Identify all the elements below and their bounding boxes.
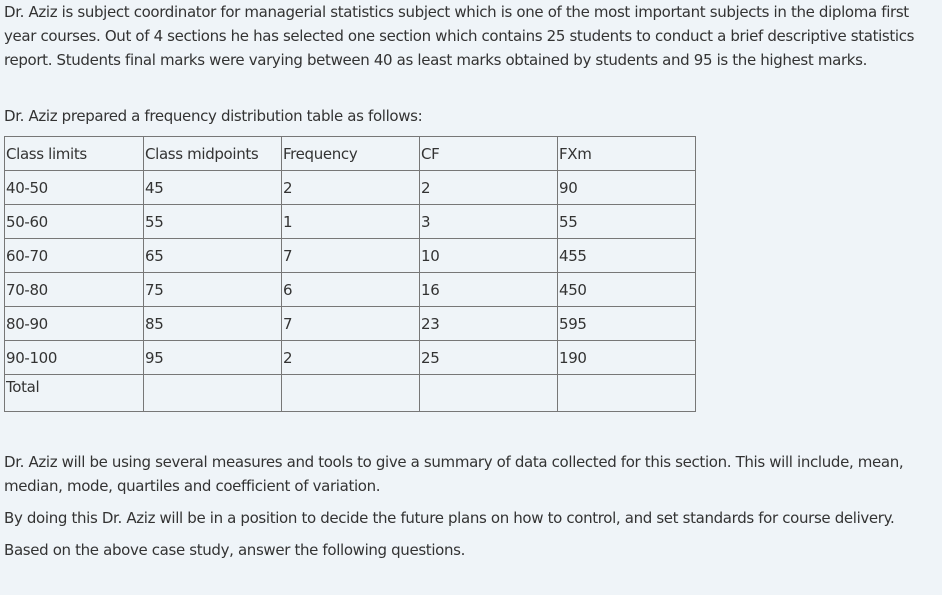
cell-fxm: 190	[558, 341, 696, 375]
cell-frequency: 2	[282, 341, 420, 375]
cell-cf: 2	[420, 171, 558, 205]
cell-class-midpoint: 75	[144, 273, 282, 307]
cell-class-midpoint: 95	[144, 341, 282, 375]
table-row	[5, 171, 696, 205]
cell-fxm: 90	[558, 171, 696, 205]
cell-fxm: 55	[558, 205, 696, 239]
cell-fxm: 455	[558, 239, 696, 273]
table-row	[5, 205, 696, 239]
measures-paragraph: Dr. Aziz will be using several measures and tools to give a summary of data collected for this section. This will include, mean, median, mode, quartiles and coefficient of variation.	[4, 453, 904, 495]
table-row	[5, 307, 696, 341]
cell-frequency: 7	[282, 307, 420, 341]
instruction-paragraph: Based on the above case study, answer the following questions.	[4, 541, 466, 559]
cell-frequency: 1	[282, 205, 420, 239]
cell-total-empty	[282, 375, 420, 412]
cell-frequency: 7	[282, 239, 420, 273]
table-header-row	[5, 137, 696, 171]
cell-frequency: 6	[282, 273, 420, 307]
cell-total-empty	[420, 375, 558, 412]
cell-frequency: 2	[282, 171, 420, 205]
cell-total-empty	[144, 375, 282, 412]
table-row	[5, 239, 696, 273]
header-cf: CF	[420, 137, 558, 171]
cell-total-empty	[558, 375, 696, 412]
cell-class-limits: 90-100	[5, 341, 144, 375]
header-frequency: Frequency	[282, 137, 420, 171]
frequency-distribution-table	[4, 136, 696, 412]
table-total-row	[5, 375, 696, 412]
cell-cf: 23	[420, 307, 558, 341]
cell-class-limits: 60-70	[5, 239, 144, 273]
cell-fxm: 450	[558, 273, 696, 307]
cell-class-midpoint: 85	[144, 307, 282, 341]
intro-paragraph: Dr. Aziz is subject coordinator for managerial statistics subject which is one of the most important subjects in the diploma first year courses. Out of 4 sections he has selected one section which contains 25 students to conduct a brief descriptive statistics report. Students final marks were varying between 40 as least marks obtained by students and 95 is the highest marks.	[4, 3, 915, 69]
header-fxm: FXm	[558, 137, 696, 171]
cell-total-label: Total	[5, 375, 144, 412]
table-row	[5, 341, 696, 375]
cell-class-limits: 70-80	[5, 273, 144, 307]
cell-class-limits: 40-50	[5, 171, 144, 205]
cell-class-limits: 80-90	[5, 307, 144, 341]
cell-class-limits: 50-60	[5, 205, 144, 239]
cell-cf: 16	[420, 273, 558, 307]
cell-class-midpoint: 55	[144, 205, 282, 239]
cell-cf: 3	[420, 205, 558, 239]
header-class-midpoints: Class midpoints	[144, 137, 282, 171]
purpose-paragraph: By doing this Dr. Aziz will be in a position to decide the future plans on how to control, and set standards for course delivery.	[4, 509, 895, 527]
cell-class-midpoint: 45	[144, 171, 282, 205]
cell-fxm: 595	[558, 307, 696, 341]
table-intro-paragraph: Dr. Aziz prepared a frequency distribution table as follows:	[4, 107, 423, 125]
cell-class-midpoint: 65	[144, 239, 282, 273]
cell-cf: 25	[420, 341, 558, 375]
table-row	[5, 273, 696, 307]
header-class-limits: Class limits	[5, 137, 144, 171]
cell-cf: 10	[420, 239, 558, 273]
